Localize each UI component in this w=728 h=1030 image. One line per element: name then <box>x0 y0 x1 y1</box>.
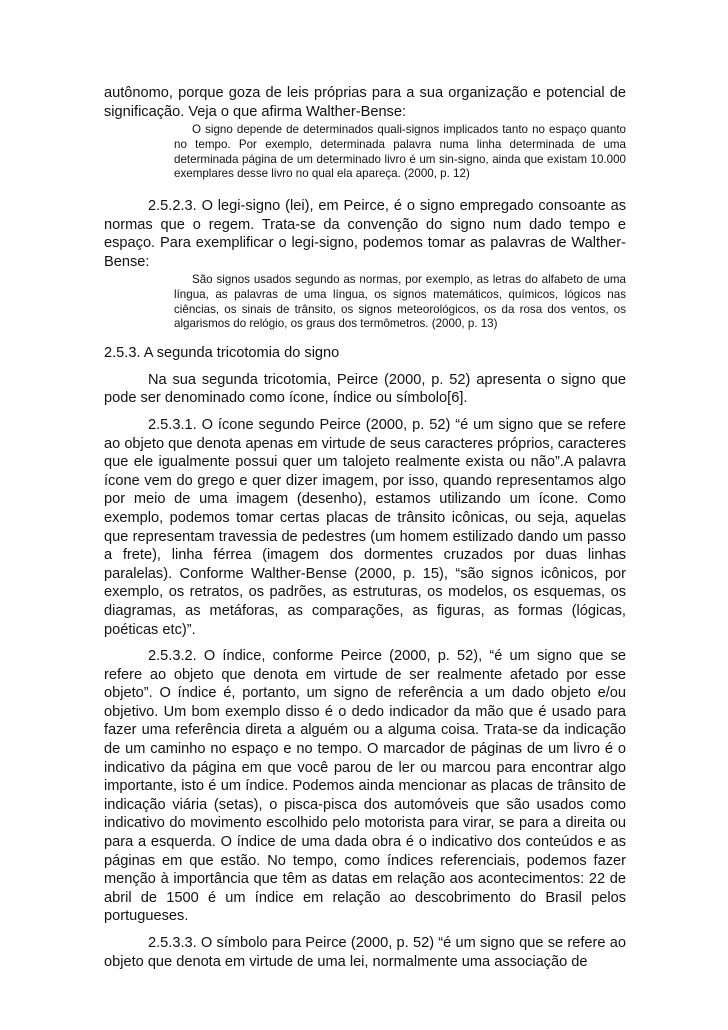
paragraph-legi-signo: 2.5.2.3. O legi-signo (lei), em Peirce, é o signo empregado consoante as normas que o regem. Trata-se da convenção do signo num dado tempo e espaço. Para exemplificar o legi-signo, podemos tomar as palavras de Walther-Bense: <box>104 198 626 270</box>
section-heading: 2.5.3. A segunda tricotomia do signo <box>104 345 340 362</box>
block-quote-legi-signo <box>174 273 626 332</box>
quote-text: São signos usados segundo as normas, por exemplo, as letras do alfabeto de uma língua, as palavras de uma língua, os signos matemáticos, químicos, lógicos nas ciências, os sinais de trânsito, os signos meteorológicos, os da rosa dos ventos, os algarismos do relógio, os graus dos termômetros. (2000, p. 13) <box>174 273 626 331</box>
paragraph-indice: 2.5.3.2. O índice, conforme Peirce (2000, p. 52), “é um signo que se refere ao objeto que denota em virtude de ser realmente afetado por esse objeto”. O índice é, portanto, um signo de referência a um dado objeto e/ou objetivo. Um bom exemplo disso é o dedo indicador da mão que é usado para fazer uma referência direta a alguém ou a alguma coisa. Trata-se da indicação de um caminho no espaço e no tempo. O marcador de páginas de um livro é o indicativo da página em que você parou de ler ou marcou para encontrar algo importante, isto é um índice. Podemos ainda mencionar as placas de trânsito de indicação viária (setas), o pisca-pisca dos automóveis que são usados como indicativo do movimento escolhido pelo motorista para virar, se para a direita ou para a esquerda. O índice de uma dada obra é o indicativo dos conteúdos e as páginas em que estão. No tempo, como índices referenciais, podemos fazer menção à importância que têm as datas em relação aos acontecimentos: 22 de abril de 1500 é um índice em relação ao descobrimento do Brasil pelos portugueses. <box>104 648 626 925</box>
quote-text: O signo depende de determinados quali-signos implicados tanto no espaço quanto no tempo. Por exemplo, determinada palavra numa linha determinada de uma determinada página de um determinado livro é um sin-signo, ainda que existam 10.000 exemplares desse livro no qual ela apareça. (2000, p. 12) <box>174 123 626 181</box>
block-quote-sin-signo <box>174 123 626 182</box>
paragraph-second-trichotomy: Na sua segunda tricotomia, Peirce (2000, p. 52) apresenta o signo que pode ser denominado como ícone, índice ou símbolo[6]. <box>104 371 626 407</box>
paragraph-intro: autônomo, porque goza de leis próprias para a sua organização e potencial de significação. Veja o que afirma Walther-Bense: <box>104 85 626 120</box>
document-page <box>104 84 626 971</box>
paragraph-simbolo: 2.5.3.3. O símbolo para Peirce (2000, p. 52) “é um signo que se refere ao objeto que denota em virtude de uma lei, normalmente uma associação de <box>104 935 626 970</box>
paragraph-icone: 2.5.3.1. O ícone segundo Peirce (2000, p. 52) “é um signo que se refere ao objeto que denota apenas em virtude de seus caracteres próprios, caracteres que ele igualmente possui quer um talojeto realmente exista ou não”.A palavra ícone vem do grego e quer dizer imagem, por isso, quando representamos algo por meio de uma imagem (desenho), estamos utilizando um ícone. Como exemplo, podemos tomar certas placas de trânsito icônicas, ou seja, aquelas que representam travessia de pedestres (um homem estilizado dando um passo a frete), linha férrea (imagem dos dormentes cruzados por duas linhas paralelas). Conforme Walther-Bense (2000, p. 15), “são signos icônicos, por exemplo, os retratos, os padrões, as estruturas, os modelos, os esquemas, os diagramas, as metáforas, as comparações, as figuras, as formas (lógicas, poéticas etc)”. <box>104 416 626 638</box>
